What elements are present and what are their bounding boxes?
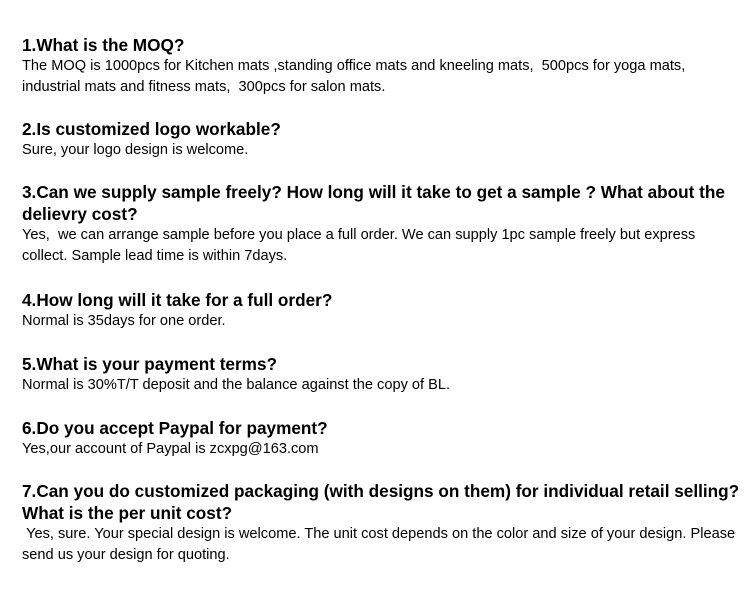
faq-question: 1.What is the MOQ?: [22, 35, 185, 55]
faq-item-lead-time: [22, 289, 744, 332]
faq-answer: Normal is 35days for one order.: [22, 313, 226, 329]
faq-question: 5.What is your payment terms?: [22, 354, 278, 374]
faq-item-moq: [22, 34, 744, 98]
faq-answer: Yes, we can arrange sample before you place a full order. We can supply 1pc sample freely but express collect. Sample lead time is within 7days.: [22, 227, 700, 264]
faq-question: 7.Can you do customized packaging (with designs on them) for individual retail selling? What is the per unit cost?: [22, 481, 744, 523]
faq-question: 6.Do you accept Paypal for payment?: [22, 418, 328, 438]
faq-item-packaging: [22, 480, 744, 566]
faq-list: [22, 34, 744, 566]
faq-item-payment-terms: [22, 353, 744, 396]
faq-question: 3.Can we supply sample freely? How long will it take to get a sample ? What about the delievry cost?: [22, 182, 730, 224]
faq-answer: Normal is 30%T/T deposit and the balance against the copy of BL.: [22, 377, 451, 393]
faq-answer: Yes, sure. Your special design is welcome. The unit cost depends on the color and size of your design. Please send us your design for quoting.: [22, 526, 740, 563]
faq-question: 2.Is customized logo workable?: [22, 119, 281, 139]
faq-answer: Sure, your logo design is welcome.: [22, 142, 249, 158]
faq-item-sample: [22, 181, 744, 267]
faq-item-paypal: [22, 417, 744, 460]
faq-item-logo: [22, 118, 744, 161]
faq-question: 4.How long will it take for a full order?: [22, 290, 333, 310]
faq-answer: The MOQ is 1000pcs for Kitchen mats ,standing office mats and kneeling mats, 500pcs for yoga mats, industrial mats and fitness mats, 300pcs for salon mats.: [22, 58, 690, 95]
faq-answer: Yes,our account of Paypal is zcxpg@163.com: [22, 441, 319, 457]
